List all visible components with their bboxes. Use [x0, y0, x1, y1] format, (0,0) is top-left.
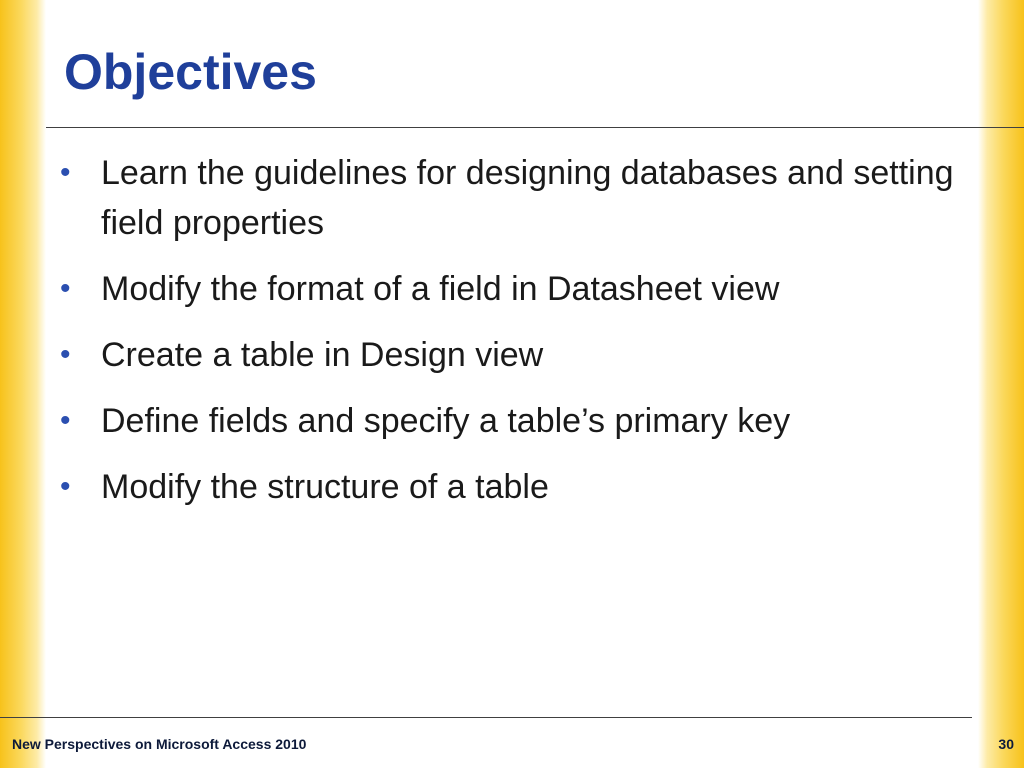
right-accent-stripe — [978, 0, 1024, 768]
bullet-text: Create a table in Design view — [101, 336, 544, 374]
bullet-icon: • — [60, 272, 71, 305]
footer-divider — [0, 717, 972, 718]
page-number: 30 — [998, 736, 1014, 752]
title-divider — [46, 127, 1024, 128]
bullet-icon: • — [60, 470, 71, 503]
left-accent-stripe — [0, 0, 46, 768]
bullet-text: Learn the guidelines for designing databases and setting field properties — [101, 154, 954, 242]
bullet-text: Modify the structure of a table — [101, 468, 549, 506]
objectives-list — [60, 148, 970, 528]
list-item — [60, 396, 970, 446]
slide-title: Objectives — [64, 44, 317, 100]
list-item — [60, 330, 970, 380]
bullet-text: Modify the format of a field in Datasheet view — [101, 270, 780, 308]
list-item — [60, 148, 970, 248]
footer-text: New Perspectives on Microsoft Access 2010 — [12, 736, 307, 752]
bullet-icon: • — [60, 156, 71, 189]
list-item — [60, 264, 970, 314]
bullet-icon: • — [60, 338, 71, 371]
bullet-icon: • — [60, 404, 71, 437]
list-item — [60, 462, 970, 512]
bullet-text: Define fields and specify a table’s primary key — [101, 402, 791, 440]
